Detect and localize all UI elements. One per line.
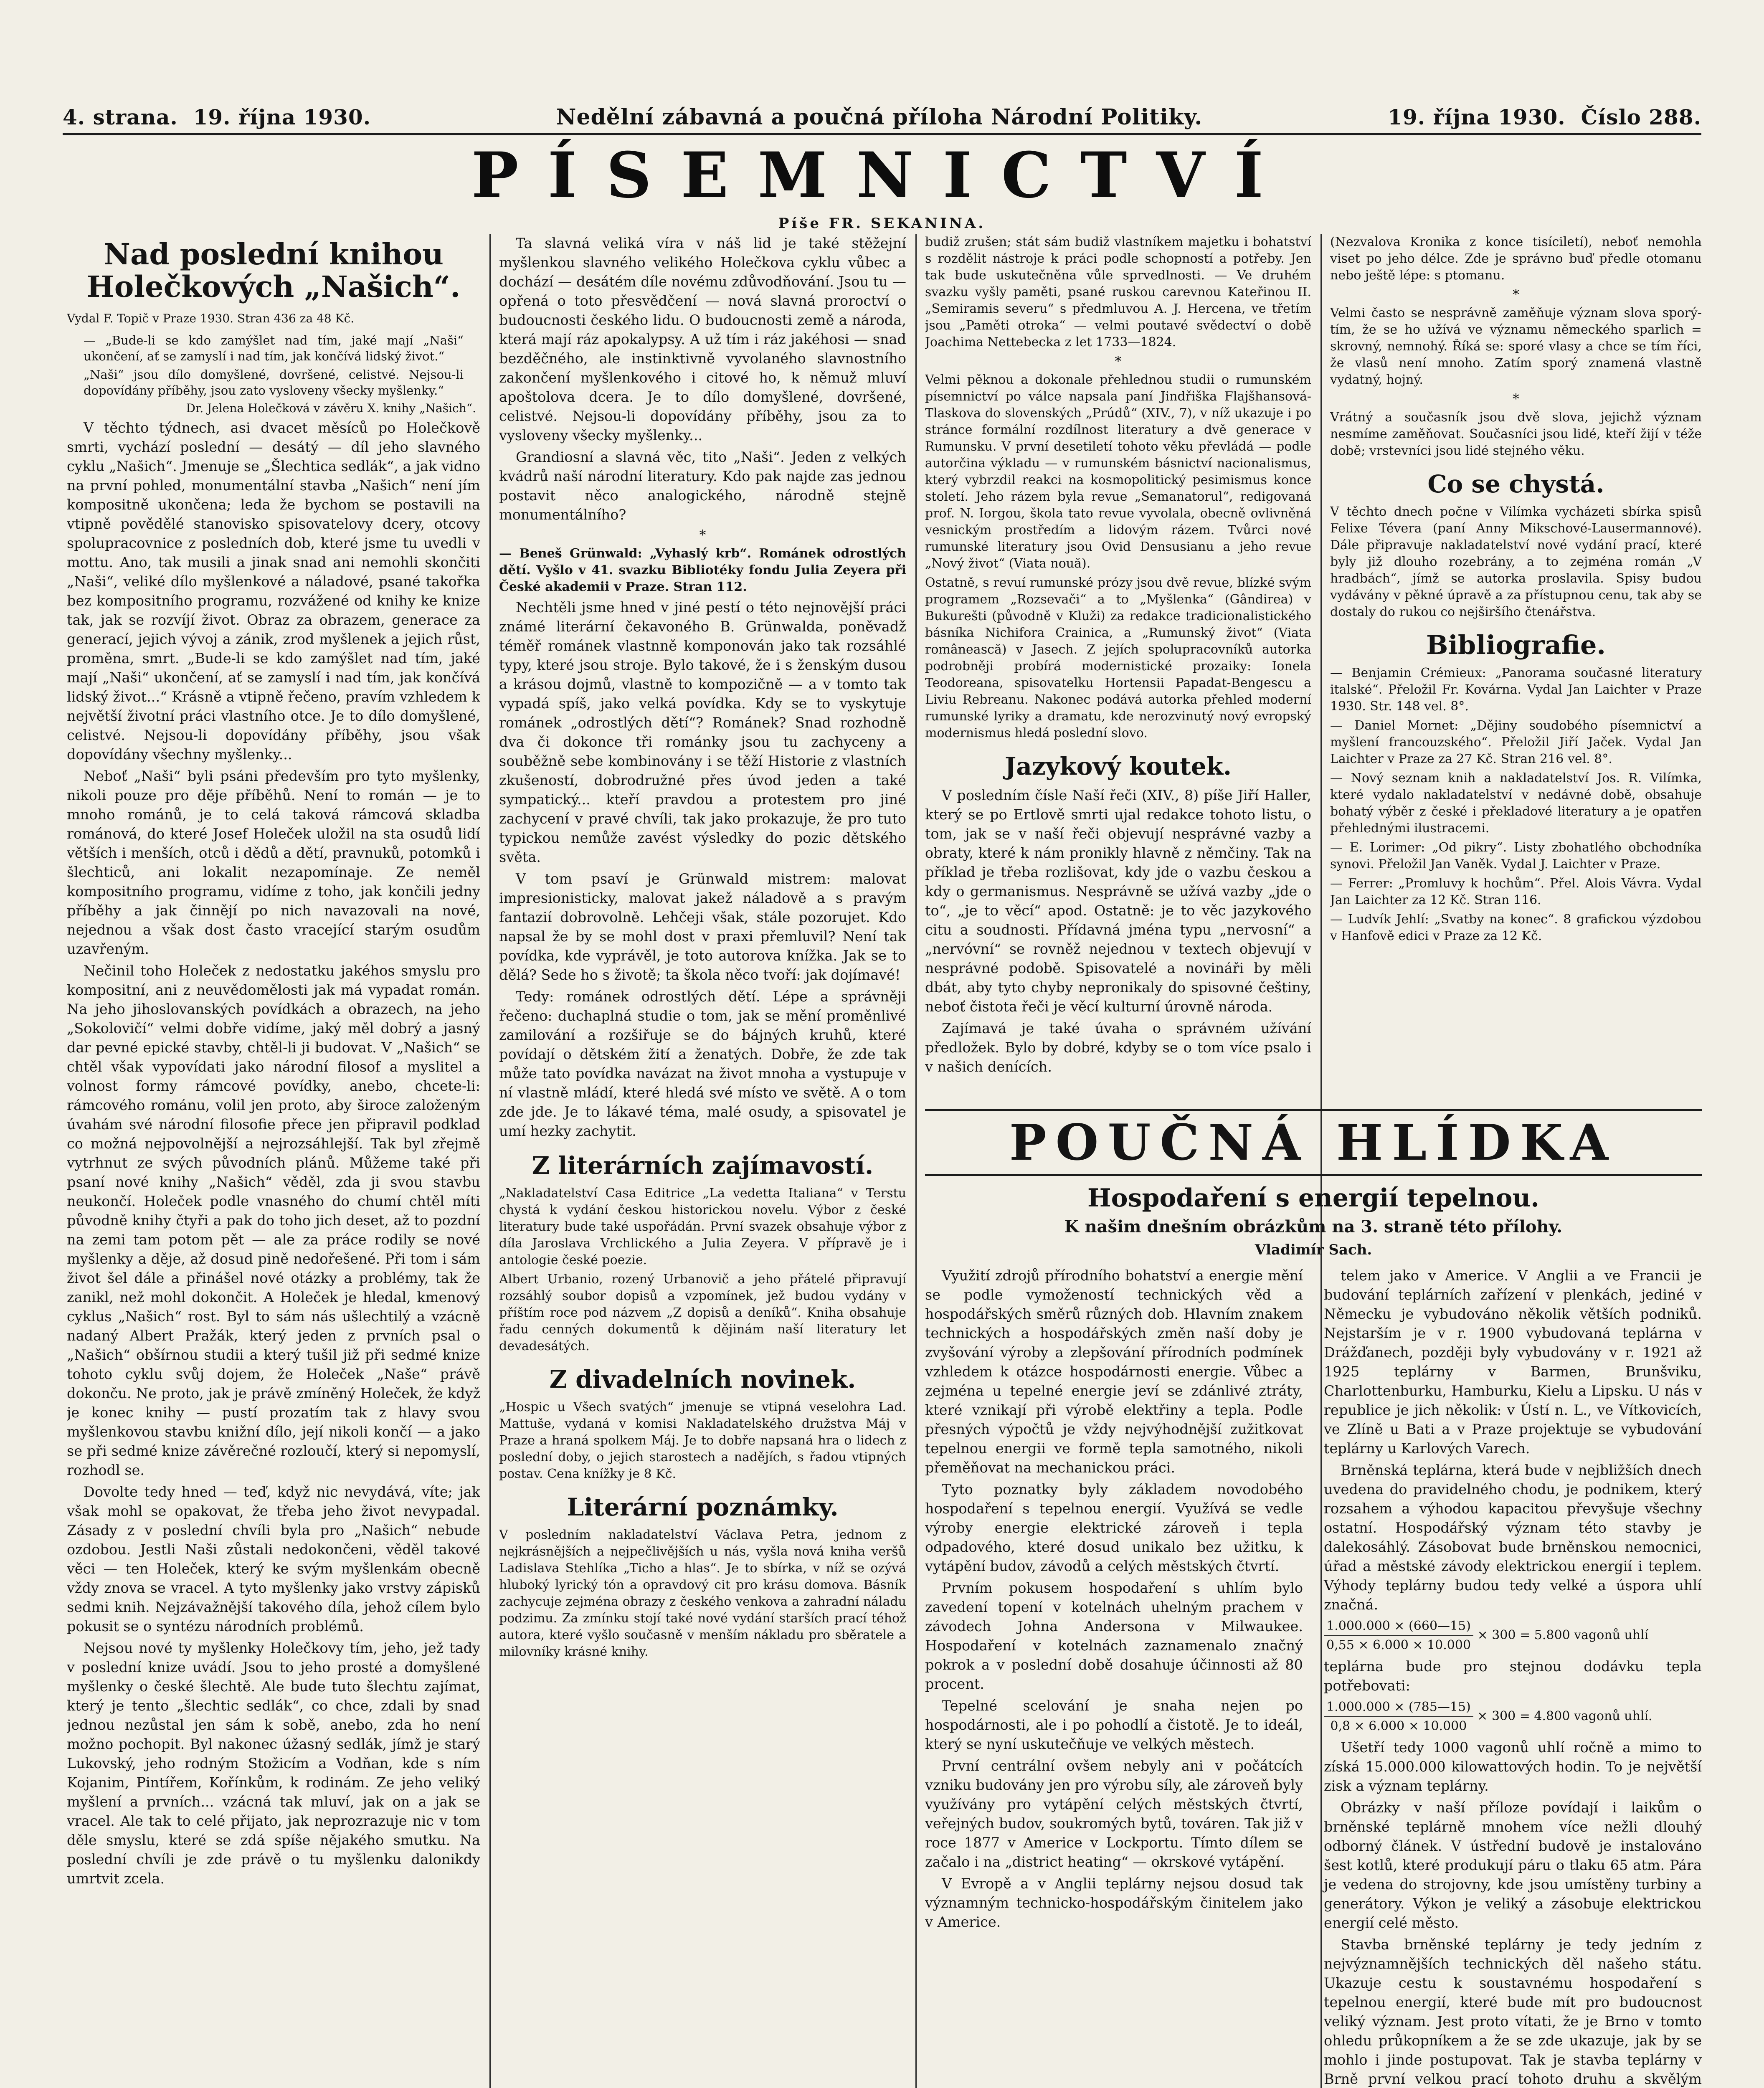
- paragraph: Využití zdrojů přírodního bohatství a energie mění se podle vymožeností technických věd a hospodářských směrů různých dob. Hlavním znakem technických a hospodářských změn naší doby je zvyšování výroby a zlepšování přírodních podmínek vzhledem k otázce hospodárnosti energie. Vůbec a zejména u tepelné energie jeví se zdánlivé ztráty, které vznikají při výrobě elektřiny a tepla. Podle přesných výpočtů je vždy nejvýhodnější zužitkovat tepelnou energii ve formě tepla samotného, nikoli přeměňovat na mechanickou práci.: [925, 1267, 1303, 1476]
- paragraph: Nechtěli jsme hned v jiné pestí o této nejnovější práci známé literární čekavoného B. Grünwalda, poněvadž téměř románek vlastnně komponován jako tak rozsáhlé typy, které jsou stroje. Bylo takové, že i s ženským dusou a krásou dojmů, vlastně to kompozičně — a v tomto tak vypadá spíš, jako velká povídka. Kdy se to vyskytuje románek „odrostlých dětí“? Románek? Snad rozhodně dva či dokonce tři románky jsou tu zachyceny a souběžně sebe kombinovány i se těží Historie z vlastních zkušeností, dobrodružné přes úvod jeden a také sympatický... kteří pravdou a protestem pro jiné zachycení v pravé chvíli, tak jako prokazuje, že pro tuto typickou nemůže zavést výsledky do pozic dětského světa.: [499, 599, 906, 865]
- motto-signature: Dr. Jelena Holečková v závěru X. knihy „Našich“.: [186, 401, 476, 415]
- page-header: [63, 104, 1701, 130]
- bibliography-entry: — Ferrer: „Promluvy k hochům“. Přel. Alois Vávra. Vydal Jan Laichter za 12 Kč. Stran 116.: [1330, 876, 1702, 907]
- paragraph: „Hospic u Všech svatých“ jmenuje se vtipná veselohra Lad. Mattuše, vydaná v komisi Nakladatelského družstva Máj v Praze a hraná spolkem Máj. Je to dobře napsaná hra o lidech z poslední doby, o jejich starostech a nadějích, s řadou vtipných postav. Cena knížky je 8 Kč.: [499, 1400, 906, 1481]
- bibliography-entry: — Benjamin Crémieux: „Panorama současné literatury italské“. Přeložil Fr. Kovárna. Vydal Jan Laichter v Praze 1930. Str. 148 vel. 8°.: [1330, 666, 1702, 714]
- column-rule: [489, 234, 491, 2088]
- separator-star-icon: *: [1115, 353, 1122, 369]
- column-rule: [915, 234, 917, 2088]
- bibliography-entry: — Daniel Mornet: „Dějiny soudobého písemnictví a myšlení francouzského“. Přeložil Jiří Jaček. Vydal Jan Laichter v Praze za 27 Kč. Stran 216 vel. 8°.: [1330, 718, 1702, 766]
- paragraph: Ostatně, s revuí rumunské prózy jsou dvě revue, blízké svým programem „Rozsevači“ a to „Myšlenka“ (Gândirea) v Bukurešti (původně v Kluži) za redakce tradicionalistického básníka Nichifora Crainica, a „Rumunský život“ (Viata românească) v Jasech. Z jejích spolupracovníků autorka podrobněji probírá modernistické prozaiky: Ionela Teodoreana, spisovatelku Hortensii Papadat-Bengescu a Liviu Rebreanu. Nakonec podává autorka přehled moderní rumunské lyriky a dramatu, kde nerozvinutý nový evropský modernismus hledá poslední slovo.: [925, 575, 1311, 740]
- section-rule: [925, 1174, 1702, 1176]
- bibliography-entry: — Nový seznam knih a nakladatelství Jos. R. Vilímka, které vydalo nakladatelství v nedávné době, obsahuje bohatý výběr z české i překladové literatury a je opatřen přehlednými ilustracemi.: [1330, 771, 1702, 836]
- section-heading: Co se chystá.: [1427, 470, 1604, 498]
- formula-numerator: 1.000.000 × (785—15): [1324, 1698, 1473, 1717]
- page-label-date: 4. strana. 19. října 1930.: [63, 105, 371, 129]
- motto-quote: „Naši“ jsou dílo domyšlené, dovršené, celistvé. Nejsou-li dopovídány příběhy, jsou zato vysloveny všecky myšlenky.“: [84, 367, 464, 398]
- bibliography-entry: — Ludvík Jehlí: „Svatby na konec“. 8 grafickou výzdobou v Hanfově edici v Praze za 12 Kč.: [1330, 912, 1702, 943]
- paragraph: Prvním pokusem hospodaření s uhlím bylo zavedení topení v kotelnách uhelným prachem v závodech Johna Andersona v Milwaukee. Hospodaření v kotelnách zaznamenalo značný pokrok a v poslední době dosahuje účinnosti až 80 procent.: [925, 1580, 1303, 1692]
- formula-result: × 300 = 5.800 vagonů uhlí: [1477, 1628, 1649, 1642]
- article-author: Vladimír Sach.: [1255, 1242, 1372, 1258]
- paragraph: „Nakladatelství Casa Editrice „La vedetta Italiana“ v Terstu chystá k vydání českou historickou novelu. Výbor z české literatury bude také uspořádán. První svazek obsahuje výbor z díla Jaroslava Vrchlického a Julia Zeyera. V přípravě je i antologie české poezie.: [499, 1186, 906, 1267]
- masthead-byline: Píše FR. SEKANINA.: [778, 215, 986, 232]
- paragraph: (Nezvalova Kronika z konce tisíciletí), neboť nemohla viset po jeho délce. Zde je správno buď předle otomanu nebo ještě lépe: s ptomanu.: [1330, 235, 1702, 283]
- paragraph: telem jako v Americe. V Anglii a ve Francii je budování teplárních zařízení v plenkách, jediné v Německu je vybudováno několik větších podniků. Nejstarším je v r. 1900 vybudovaná teplárna v Drážďanech, později byly vybudovány v r. 1921 až 1925 teplárny v Barmen, Brunšviku, Charlottenburku, Hamburku, Kielu a Lipsku. U nás v republice je jich několik: v Ústí n. L., ve Vítkovicích, ve Zlíně u Bati a v Praze projektuje se vybudování teplárny u Karlových Varech.: [1324, 1267, 1702, 1457]
- paragraph: Neboť „Naši“ byli psáni především pro tyto myšlenky, nikoli pouze pro děje příběhů. Není to román — je to mnoho románů, je to celá taková rámcová skladba románová, do které Josef Holeček uložil na sta osudů lidí větších i menších, otců i dědů a dětí, pravnuků, potomků i šlechticů, ani lokalit nezapomínaje. Ze neměl kompositního programu, vidíme z toho, jak končili jedny příběhy a jak činnějí po nich navazovali na nové, nejednou a však dost často vracející starým osudům uzavřeným.: [67, 768, 480, 957]
- column-3: [925, 234, 1311, 1100]
- paragraph: Ta slavná veliká víra v náš lid je také stěžejní myšlenkou slavného velikého Holečkova cyklu vůbec a dochází — desátém díle novému zdůvodňování. Jsou tu — opřená o toto přesvědčení — nová slavná proroctví o budoucnosti českého lidu. O budoucnosti země a národa, která mají ráz apokalypsy. A už tím i ráz jakéhosi — snad bezděčného, ale instinktivně vyvolaného slavnostního zakončení myšlenkového i citové ho, k němuž mluví apoštolova dcera. Je to dílo domyšlené, dovršené, celistvé. Nejsou-li dopovídány příběhy, jsou za to vysloveny všecky myšlenky...: [499, 235, 906, 443]
- article-title: Hospodaření s energií tepelnou.: [1087, 1183, 1540, 1213]
- section-rule: [925, 1109, 1702, 1111]
- paragraph: V posledním nakladatelství Václava Petra, jednom z nejkrásnějších a nejpečlivějších u nás, vyšla nová kniha veršů Ladislava Stehlíka „Ticho a hlas“. Je to sbírka, v níž se ozývá hluboký lyrický tón a opravdový cit pro krásu domova. Básník zachycuje zejména obrazy z českého venkova a zahradní náladu podzimu. Za zmínku stojí také nové vydání starších prací téhož autora, které vyšlo současně v menším nákladu pro sběratele a milovníky krásné knihy.: [499, 1528, 906, 1659]
- paragraph: Velmi často se nesprávně zaměňuje význam slova sporý-tím, že se ho užívá ve významu německého sparlich = skrovný, nemnohý. Říká se: sporé vlasy a chce se tím říci, že vlasů není mnoho. Zatím sporý znamená vlastně vydatný, hojný.: [1330, 306, 1702, 387]
- paragraph: V Evropě a v Anglii teplárny nejsou dosud tak významným technicko-hospodářským činitelem jako v Americe.: [925, 1875, 1303, 1930]
- section-heading: Jazykový koutek.: [1004, 752, 1232, 780]
- paragraph: Zajímavá je také úvaha o správném užívání předložek. Bylo by dobré, kdyby se o tom více psalo i v našich denících.: [925, 1020, 1311, 1075]
- article-column-left: [925, 1266, 1303, 2088]
- masthead-title: PÍSEMNICTVÍ: [471, 139, 1293, 212]
- separator-star-icon: *: [1513, 391, 1519, 407]
- paragraph: V tom psaví je Grünwald mistrem: malovat impresionisticky, malovat jakež náladově a s pravým fantazií dobrovolně. Lehčeji však, stále pozorujet. Kdo napsal že by se mohl dost v praxi přemluvil? Není tak povídka, kde vyprávěl, je toto autorova knížka. Jak se to dělá? Sede ho s životě; ta škola něco tvoří: jak dojímavé!: [499, 871, 906, 983]
- separator-star-icon: *: [699, 527, 706, 543]
- paragraph: Tedy: románek odrostlých dětí. Lépe a správněji řečeno: duchaplná studie o tom, jak se mění proměnlivé zamilování a rozšiřuje se do bájných kruhů, které povídají o dětském žití a ženatých. Dobře, že zde tak může tato povídka navázat na život mnoha a vystupuje v ní vlastně mládí, které hledá své místo ve světě. A o tom zde jde. Je to lákavé téma, malé osudy, a spisovatel je umí hezky zachytit.: [499, 988, 906, 1139]
- paragraph: Vrátný a současník jsou dvě slova, jejichž význam nesmíme zaměňovat. Současníci jsou lidé, kteří žijí v téže době; vrstevníci jsou lidé stejného věku.: [1330, 410, 1702, 458]
- section-heading: Literární poznámky.: [567, 1493, 839, 1521]
- date-issue: 19. října 1930. Číslo 288.: [1388, 105, 1701, 129]
- formula: [1324, 1617, 1702, 1655]
- paragraph: Ušetří tedy 1000 vagonů uhlí ročně a mimo to získá 15.000.000 kilowattových hodin. To je největší zisk a význam teplárny.: [1324, 1739, 1702, 1794]
- bibliography-entry: — E. Lorimer: „Od pikry“. Listy zbohatlého obchodníka synovi. Přeložil Jan Vaněk. Vydal J. Laichter v Praze.: [1330, 840, 1702, 872]
- article-title: Nad poslední knihou Holečkových „Našich“.: [86, 237, 461, 304]
- column-4: [1330, 234, 1702, 1100]
- paragraph: Brněnská teplárna, která bude v nejbližších dnech uvedena do pravidelného chodu, je podnikem, který rozsahem a výhodou kapacitou převyšuje všechny ostatní. Hospodářský význam této stavby je dalekosáhlý. Zásobovat bude brněnskou nemocnici, úřad a městské závody elektrickou energií i teplem. Výhody teplárny budou tedy velké a úspora uhlí značná.: [1324, 1462, 1702, 1613]
- paragraph: Tepelné scelování je snaha nejen po hospodárnosti, ale i po pohodlí a čistotě. Je to ideál, který se nyní uskutečňuje ve velkých městech.: [925, 1698, 1303, 1752]
- formula-result: × 300 = 4.800 vagonů uhlí.: [1477, 1709, 1652, 1723]
- paragraph: Nejsou nové ty myšlenky Holečkovy tím, jeho, jež tady v poslední knize uvádí. Jsou to jeho prosté a domyšlené myšlenky o české šlechtě. Ale bude tuto šlechtu zajímat, který je tento „šlechtic sedlák“, co chce, zdali by snad jednou nezůstal jen sám k sobě, anebo, zda ho není možno pochopit. Byl nakonec úžasný sedlák, jímž je starý Lukovský, jeho rodným Stožicím a Vodňan, kde s ním Kojanim, Pintířem, Kořínkům, k rodinám. Ze jeho veliký myšlení a prvních... vzácná tak mluví, jak on a jak se vracel. Ale tak to celé přijato, jak neprozrazuje nic v tom děle smyslu, které se zdá spíše nějakého smutku. Na poslední chvíli je zde právě o tu myšlenku dalonikdy umrtvit zcela.: [67, 1640, 480, 1887]
- paragraph: Stavba brněnské teplárny je tedy jedním z nejvýznamnějších technických děl našeho státu. Ukazuje cestu k soustavnému hospodaření s tepelnou energií, které bude mít pro budoucnost veliký význam. Jest proto vítati, že je Brno v tomto ohledu průkopníkem a že se zde ukazuje, jak by se mohlo i jinde postupovat. Tak je stavba teplárny v Brně první velkou prací tohoto druhu a skvělým: [1324, 1936, 1702, 2087]
- article-meta: Vydal F. Topič v Praze 1930. Stran 436 za 48 Kč.: [67, 312, 355, 325]
- header-rule: [63, 133, 1701, 135]
- paragraph: Obrázky v naší příloze povídají i laikům o brněnské teplárně mnohem více nežli dlouhý odborný článek. V ústřední budově je instalováno šest kotlů, které produkují páru o tlaku 65 atm. Pára je vedena do strojovny, kde jsou umístěny turbiny a generátory. Výkon je veliký a zásobuje elektrickou energií celé město.: [1324, 1799, 1702, 1931]
- paragraph: V těchto týdnech, asi dvacet měsíců po Holečkově smrti, vychází poslední — desátý — díl jeho slavného cyklu „Našich“. Jmenuje se „Šlechtica sedlák“, a jak vidno na první pohled, monumentální stavba „Našich“ není jím kompositně ukončena; leda že bychom se postavili na vtipně povědělé stanovisko spisovatelovy dcery, otcovy spolupracovnice z posledních dob, které jsme tu uvedli v mottu. Ano, tak musili a jinak snad ani nemohli skončiti „Naši“, veliké dílo myšlenkové a náladové, psané takořka bez kompositního programu, rozvážené od knihy ke knize tak, jak se rozvíjí život. Obraz za obrazem, generace za generací, jejich vývoj a zánik, zrod myšlenek a jejich růst, proměna, smrt. „Bude-li se kdo zamýšlet nad tím, jaké mají „Naši“ ukončení, ať se zamyslí i nad tím, jak končívá lidský život...“ Krásně a vtipně řečeno, pravím vzhledem k největší životní práci vlastního otce. Je to dílo domyšlené, celistvé. Nejsou-li dopovídány příběhy, jsou však dopovídány všechny myšlenky...: [67, 420, 480, 763]
- formula-denominator: 0,8 × 6.000 × 10.000: [1330, 1719, 1467, 1733]
- column-2: [499, 234, 906, 2088]
- motto-quote: — „Bude-li se kdo zamýšlet nad tím, jaké mají „Naši“ ukončení, ať se zamyslí i nad tím, jak končívá lidský život.“: [84, 333, 464, 363]
- article-subtitle: K našim dnešním obrázkům na 3. straně této přílohy.: [1064, 1217, 1563, 1237]
- paragraph: Grandiosní a slavná věc, tito „Naši“. Jeden z velkých kvádrů naší národní literatury. Kdo pak najde zas jednou postavit něco analogického, národně stejně monumentálního?: [499, 449, 906, 523]
- paragraph: V těchto dnech počne v Vilímka vycházeti sbírka spisů Felixe Tévera (paní Anny Mikschové-Lausermannové). Dále připravuje nakladatelství nové vydání prací, které byly již dlouho rozebrány, a to zejména román „V hradbách“, jímž se autorka proslavila. Spisy budou vydávány v pěkné úpravě a za přístupnou cenu, tak aby se dostaly do rukou co nejširšího čtenářstva.: [1330, 504, 1702, 619]
- section-heading: Bibliografie.: [1426, 630, 1606, 660]
- article-column-right: [1324, 1266, 1702, 2088]
- article-columns: [925, 1266, 1702, 2088]
- paragraph: První centrální ovšem nebyly ani v počátcích vzniku budovány jen pro výrobu síly, ale zároveň byly využívány pro vytápění celých městských čtvrtí, veřejných budov, soukromých bytů, továren. Tak již v roce 1877 v Americe v Lockportu. Tímto dílem se začalo i na „district heating“ — okrskové vytápění.: [925, 1758, 1303, 1870]
- section-title: POUČNÁ HLÍDKA: [1009, 1113, 1618, 1171]
- poucna-hlidka-section: [925, 1107, 1702, 2088]
- paragraph: Nečinil toho Holeček z nedostatku jakéhos smyslu pro kompositní, ani z neuvědomělosti jak má vypadat román. Na jeho jihoslovanských povídkách a obrazech, na jeho „Sokolovičí“ velmi dobře vidíme, jaký měl dobrý a jasný dar pevné epické stavby, chtěl-li ji budovat. V „Našich“ se chtěl však vypovídati jako národní filosof a myslitel a volnost formy rámcové povídky, anebo, chcete-li: rámcového románu, volil jen proto, aby široce založeným úvahám své národní filosofie přece jen připravil podklad co možná nejpovolnější a nejrozsáhlejší. Tak byl zřejmě vytrhnut ze svých původních plánů. Můžeme také při psaní nové knihy „Našich“ věděl, zda ji svou stavbu neukončí. Holeček podle vnasného do chumí chtěl míti původně knihy čtyři a pak do toho jich deset, až to pozdní na zemi tam potom pět — ale za práce rodily se nové myšlenky a děje, až dosud pině nedořešené. Při tom i sám život šel dále a přinášel nové otázky a problémy, tak že zanikl, než mohl dokončit. A Holeček je hledal, kmenový cyklus „Našich“ rost. Byl to sám nás ušlechtilý a vzácně nadaný Albert Pražák, který jeden z prvních psal o „Našich“ obšírnou studii a který tušil již při sedmé knize tohoto cyklu svůj dojem, že Holeček „Naše“ právě dokonču. Ne proto, jak je právě zmíněný Holeček, že když je konec knihy — pustí prozatím tak z hlavy svou myšlenkovou stavbu knižní dílo, její nikoli končí — a jako se při sedmé knize závěrečné rozloučí, který si nepomyslí, rozhodl se.: [67, 963, 480, 1478]
- separator-star-icon: *: [1513, 286, 1519, 302]
- paragraph: Dovolte tedy hned — teď, když nic nevydává, víte; jak však mohl se opakovat, že třeba jeho život nevypadal. Zásady z v poslední chvíli byla pro „Našich“ nebude ozdobou. Jestli Naši zůstali nedokončeni, věděl takové věci — ten Holeček, který ke svým myšlenkám obecně vždy znova se vracel. A tyto myšlenky jako vrstvy zápisků sedmi knih. Nejzávažnější takového díla, jehož cílem bylo pokusit se o syntézu národních problémů.: [67, 1484, 480, 1634]
- paragraph: Albert Urbanio, rozený Urbanovič a jeho přátelé připravují rozsáhlý soubor dopisů a vzpomínek, jež budou vydány v příštím roce pod názvem „Z dopisů a deníků“. Kniha obsahuje řadu cenných dokumentů k dějinám naší literatury let devadesátých.: [499, 1272, 906, 1353]
- paragraph: teplárna bude pro stejnou dodávku tepla potřebovati:: [1324, 1658, 1702, 1694]
- section-heading: Z literárních zajímavostí.: [532, 1151, 874, 1180]
- paragraph: Tyto poznatky byly základem novodobého hospodaření s tepelnou energií. Využívá se vedle výroby energie elektrické zároveň i tepla odpadového, které dosud unikalo bez užitku, k vytápění budov, závodů a celých městských čtvrtí.: [925, 1481, 1303, 1574]
- section-heading: Z divadelních novinek.: [549, 1365, 856, 1394]
- paragraph: budiž zrušen; stát sám budiž vlastníkem majetku i bohatství s rozdělit nástroje k práci podle schopností a potřeby. Jen tak bude uskutečněna vůle sprvedlnosti. — Ve druhém svazku vyšly paměti, psané ruskou carevnou Kateřinou II. „Semiramis severu“ s předmluvou A. J. Hercena, ve třetím jsou „Paměti otroka“ — velmi poutavé svědectví o době Joachima Nettebecka z let 1733—1824.: [925, 235, 1311, 350]
- formula: [1324, 1698, 1702, 1736]
- formula-denominator: 0,55 × 6.000 × 10.000: [1326, 1638, 1471, 1652]
- column-1: [67, 234, 480, 2088]
- formula-numerator: 1.000.000 × (660—15): [1324, 1617, 1473, 1636]
- review-heading: — Beneš Grünwald: „Vyhaslý krb“. Románek odrostlých dětí. Vyšlo v 41. svazku Bibliotéky fondu Julia Zeyera při České akademii v Praze. Stran 112.: [499, 546, 906, 594]
- supplement-title: Nedělní zábavná a poučná příloha Národní Politiky.: [556, 104, 1203, 130]
- paragraph: V posledním čísle Naší řeči (XIV., 8) píše Jiří Haller, který se po Ertlově smrti ujal redakce tohoto listu, o tom, jak se v naší řeči objevují nesprávné vazby a obraty, které k nám pronikly hlavně z němčiny. Tak na příklad je třeba rozlišovat, kdy jde o vazbu českou a kdy o germanismus. Nesprávně se užívá vazby „jde o to“, „je to věcí“ apod. Ostatně: je to věc jazykového citu a soudnosti. Přídavná jména typu „nervosní“ a „nervóvní“ se rovněž nejednou v textech objevují v nesprávné podobě. Spisovatelé a novináři by měli dbát, aby tyto chyby nepronikaly do spisovné češtiny, neboť čistota řeči je věcí kulturní úrovně národa.: [925, 787, 1311, 1015]
- paragraph: Velmi pěknou a dokonale přehlednou studii o rumunském písemnictví po válce napsala paní Jindřiška Flajšhansová-Tlaskova do slovenských „Prúdů“ (XIV., 7), v níž ukazuje i po stránce formální rozdílnost literatury a dvě generace v Rumunsku. V první desetiletí tohoto věku převládá — podle autorčina výkladu — v rumunském básnictví nacionalismus, který vybrzdil reakci na kosmopolitický pesimismus konce století. Jeho rázem byla revue „Semanatorul“, redigovaná prof. N. Iorgou, škola tato revue vyvolala, obecně ovlivněná vesnickým prostředím a lidovým rázem. Tvůrci nové rumunské literatury jsou Ovid Densusianu a jeho revue „Nový život“ (Viata nouă).: [925, 372, 1311, 571]
